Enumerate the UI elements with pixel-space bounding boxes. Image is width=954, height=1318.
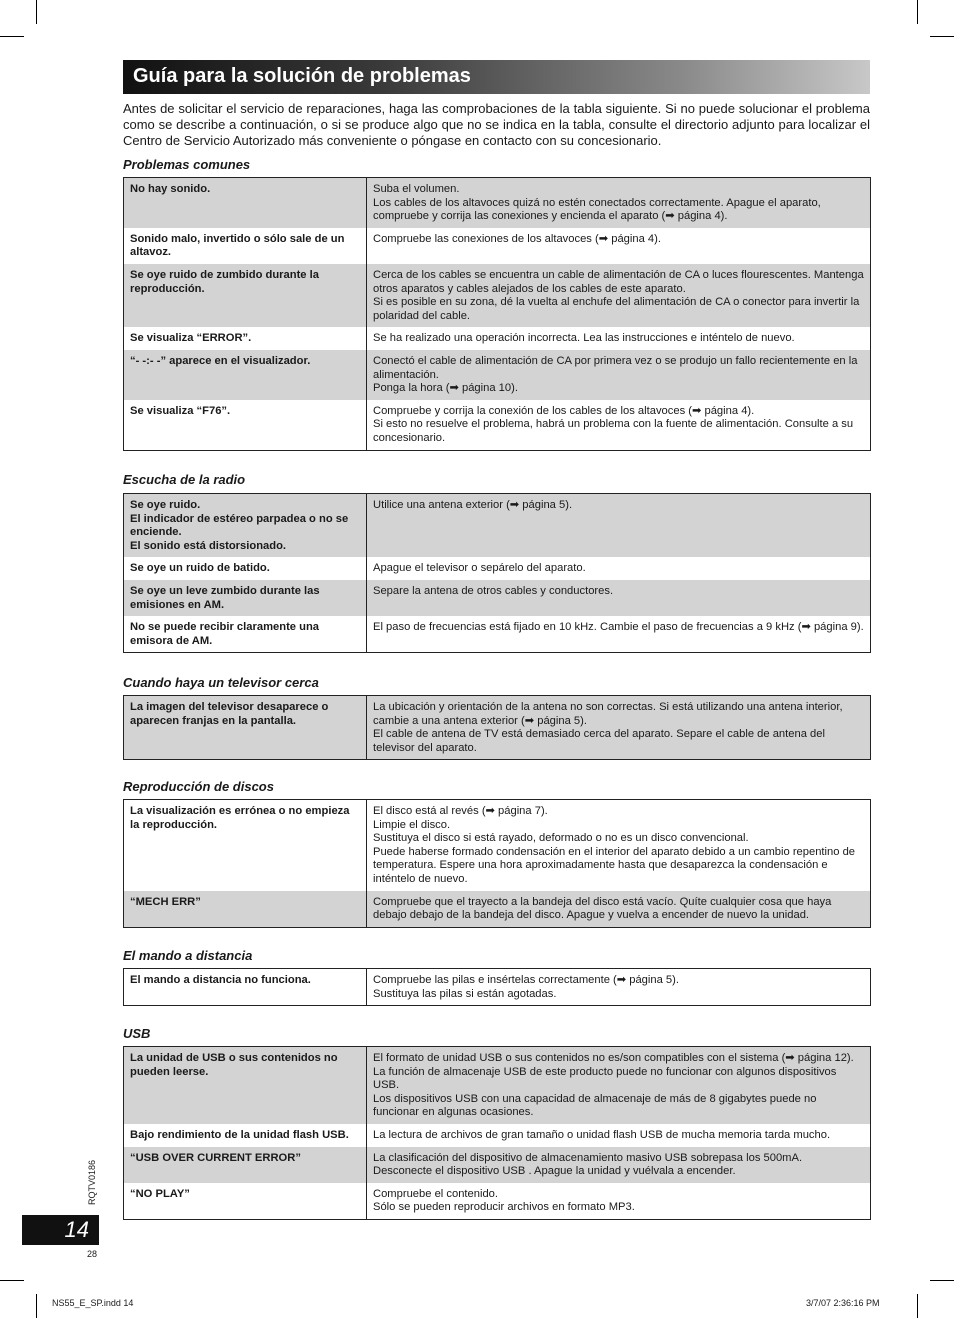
solution-cell	[367, 264, 871, 327]
table-row	[124, 1047, 871, 1124]
solution-cell	[367, 891, 871, 928]
crop-mark	[36, 1294, 37, 1318]
problem-cell	[124, 891, 367, 928]
solution-cell	[367, 1124, 871, 1147]
solution-cell	[367, 178, 871, 228]
footer-filename: NS55_E_SP.indd 14	[52, 1298, 134, 1308]
section-title: El mando a distancia	[123, 948, 253, 963]
problem-text: “USB OVER CURRENT ERROR”	[130, 1151, 301, 1164]
table-row	[124, 264, 871, 327]
document-code: RQTV0186	[87, 1159, 97, 1205]
solution-cell	[367, 327, 871, 350]
footer-timestamp: 3/7/07 2:36:16 PM	[806, 1298, 880, 1308]
troubleshooting-table	[123, 1046, 871, 1220]
solution-text: Separe la antena de otros cables y conductores.	[373, 584, 614, 597]
solution-text: Los dispositivos USB con una capacidad de almacenaje de más de 8 gigabytes puede no funcionar en algunas ocasiones.	[373, 1092, 817, 1119]
table-row	[124, 1147, 871, 1183]
table-row	[124, 350, 871, 400]
solution-text: Sólo se pueden reproducir archivos en formato MP3.	[373, 1201, 635, 1214]
solution-text: Limpie el disco.	[373, 818, 451, 831]
problem-text: Se visualiza “ERROR”.	[130, 332, 252, 345]
solution-cell	[367, 696, 871, 760]
crop-mark	[917, 0, 918, 24]
solution-cell	[367, 228, 871, 264]
solution-text: Sustituya las pilas si están agotadas.	[373, 987, 557, 1000]
table-row	[124, 969, 871, 1006]
problem-cell	[124, 494, 367, 558]
intro-paragraph: Antes de solicitar el servicio de reparaciones, haga las comprobaciones de la tabla siguiente. Si no puede solucionar el problema como se describe a continuación, o si se produce algo que no se indica en la tabla, consulte el directorio adjunto para localizar el Centro de Servicio Autorizado más conveniente o póngase en contacto con su concesionario.	[123, 101, 870, 148]
table-row	[124, 1183, 871, 1220]
problem-cell	[124, 1183, 367, 1220]
solution-text: Suba el volumen.	[373, 183, 460, 195]
table-row	[124, 327, 871, 350]
troubleshooting-table	[123, 177, 871, 451]
solution-text: Si es posible en su zona, dé la vuelta al enchufe del alimentación de CA o conector para invertir la polaridad del cable.	[373, 296, 860, 322]
problem-cell	[124, 969, 367, 1006]
solution-text: Compruebe las conexiones de los altavoces (➡ página 4).	[373, 232, 661, 245]
solution-cell	[367, 616, 871, 653]
solution-text: El disco está al revés (➡ página 7).	[373, 805, 548, 817]
problem-text: “NO PLAY”	[130, 1187, 190, 1200]
problem-cell	[124, 696, 367, 760]
solution-cell	[367, 494, 871, 558]
troubleshooting-table	[123, 695, 871, 760]
problem-text: Se oye ruido.	[130, 499, 201, 511]
table-row	[124, 580, 871, 616]
problem-text: Se oye un leve zumbido durante las emisiones en AM.	[130, 584, 320, 611]
solution-text: Los cables de los altavoces quizá no estén conectados correctamente. Apague el aparato, compruebe y corrija las conexiones y encienda el aparato (➡ página 4).	[373, 196, 821, 223]
solution-text: Si esto no resuelve el problema, habrá un problema con la fuente de alimentación. Consulte a su concesionario.	[373, 418, 854, 444]
section-title: USB	[123, 1026, 151, 1041]
problem-cell	[124, 1047, 367, 1124]
problem-cell	[124, 557, 367, 580]
page-title: Guía para la solución de problemas	[133, 65, 471, 87]
table-row	[124, 616, 871, 653]
table-row	[124, 696, 871, 760]
table-row	[124, 400, 871, 450]
solution-text: Ponga la hora (➡ página 10).	[373, 382, 518, 395]
solution-text: La clasificación del dispositivo de almacenamiento masivo USB sobrepasa los 500mA.	[373, 1151, 803, 1164]
table-row	[124, 891, 871, 928]
solution-text: Cerca de los cables se encuentra un cable de alimentación de CA o luces flourescentes. Mantenga otros aparatos y cables alejados de los cables de este aparato.	[373, 268, 864, 295]
problem-cell	[124, 327, 367, 350]
problem-text: El indicador de estéreo parpadea o no se enciende.	[130, 512, 349, 539]
problem-cell	[124, 580, 367, 616]
problem-cell	[124, 1124, 367, 1147]
table-row	[124, 178, 871, 228]
table-row	[124, 228, 871, 264]
table-row	[124, 800, 871, 891]
troubleshooting-table	[123, 799, 871, 928]
problem-text: Bajo rendimiento de la unidad flash USB.	[130, 1128, 349, 1141]
crop-mark	[0, 1280, 24, 1281]
problem-text: La imagen del televisor desaparece o aparecen franjas en la pantalla.	[130, 701, 329, 727]
small-page-number: 28	[87, 1249, 98, 1259]
table-row	[124, 494, 871, 558]
section-title: Problemas comunes	[123, 157, 251, 172]
solution-text: La función de almacenaje USB de este producto puede no funcionar con algunos dispositivos USB.	[373, 1065, 837, 1092]
solution-text: Compruebe el contenido.	[373, 1187, 499, 1200]
solution-text: La ubicación y orientación de la antena no son correctas. Si está utilizando una antena interior, cambie a una antena exterior (➡ página 5).	[373, 701, 843, 727]
problem-text: No se puede recibir claramente una emisora de AM.	[130, 621, 320, 647]
crop-mark	[917, 1294, 918, 1318]
solution-text: Compruebe que el trayecto a la bandeja del disco está vacío. Quíte cualquier cosa que haya debajo debajo de la bandeja del disco. Apague y vuelva a encender de nuevo la unidad.	[373, 895, 832, 922]
problem-text: El sonido está distorsionado.	[130, 539, 287, 552]
solution-text: El formato de unidad USB o sus contenidos no es/son compatibles con el sistema (➡ página 12).	[373, 1052, 854, 1064]
problem-text: “MECH ERR”	[130, 895, 201, 908]
solution-text: Se ha realizado una operación incorrecta. Lea las instrucciones e inténtelo de nuevo.	[373, 332, 795, 345]
crop-mark	[36, 0, 37, 24]
solution-text: Desconecte el dispositivo USB . Apague la unidad y vuélvala a encender.	[373, 1165, 736, 1178]
problem-cell	[124, 400, 367, 450]
problem-text: La visualización es errónea o no empieza la reproducción.	[130, 805, 350, 831]
problem-cell	[124, 178, 367, 228]
solution-cell	[367, 1183, 871, 1220]
problem-text: La unidad de USB o sus contenidos no pueden leerse.	[130, 1052, 338, 1078]
problem-text: No hay sonido.	[130, 183, 211, 195]
table-row	[124, 557, 871, 580]
problem-cell	[124, 264, 367, 327]
solution-cell	[367, 1147, 871, 1183]
problem-text: “- -:- -” aparece en el visualizador.	[130, 354, 311, 367]
section-title: Escucha de la radio	[123, 472, 246, 487]
solution-cell	[367, 580, 871, 616]
problem-cell	[124, 1147, 367, 1183]
solution-cell	[367, 400, 871, 450]
solution-cell	[367, 557, 871, 580]
troubleshooting-table	[123, 968, 871, 1006]
solution-cell	[367, 1047, 871, 1124]
problem-cell	[124, 616, 367, 653]
section-title: Reproducción de discos	[123, 779, 274, 794]
solution-text: El cable de antena de TV está demasiado cerca del aparato. Separe el cable de antena del televisor del aparato.	[373, 728, 825, 754]
problem-text: Se oye ruido de zumbido durante la reproducción.	[130, 268, 319, 295]
crop-mark	[930, 1280, 954, 1281]
problem-text: Sonido malo, invertido o sólo sale de un altavoz.	[130, 232, 345, 259]
solution-text: El paso de frecuencias está fijado en 10 kHz. Cambie el paso de frecuencias a 9 kHz (➡ página 9).	[373, 621, 864, 634]
page-number-box	[22, 1215, 99, 1245]
section-title: Cuando haya un televisor cerca	[123, 675, 319, 690]
solution-text: Sustituya el disco si está rayado, deformado o no es un disco convencional.	[373, 832, 749, 845]
problem-text: Se visualiza “F76”.	[130, 404, 231, 417]
page-number: 14	[64, 1217, 89, 1242]
solution-cell	[367, 800, 871, 891]
solution-text: Puede haberse formado condensación en el interior del aparato debido a un cambio repentino de temperatura. Espere una hora aproximadamente hasta que desaparezca la condensación e inténtelo de nuevo.	[373, 845, 856, 885]
crop-mark	[0, 36, 24, 37]
problem-cell	[124, 800, 367, 891]
solution-text: La lectura de archivos de gran tamaño o unidad flash USB de mucha memoria tarda mucho.	[373, 1128, 831, 1141]
title-bar	[123, 60, 870, 94]
problem-cell	[124, 350, 367, 400]
solution-cell	[367, 969, 871, 1006]
crop-mark	[930, 36, 954, 37]
solution-text: Utilice una antena exterior (➡ página 5).	[373, 499, 573, 511]
solution-text: Apague el televisor o sepárelo del aparato.	[373, 562, 586, 575]
solution-cell	[367, 350, 871, 400]
problem-text: El mando a distancia no funciona.	[130, 974, 311, 986]
problem-text: Se oye un ruido de batido.	[130, 562, 270, 575]
solution-text: Conectó el cable de alimentación de CA por primera vez o se produjo un fallo recientemente en la alimentación.	[373, 354, 858, 381]
troubleshooting-table	[123, 493, 871, 653]
solution-text: Compruebe las pilas e insértelas correctamente (➡ página 5).	[373, 974, 679, 986]
table-row	[124, 1124, 871, 1147]
solution-text: Compruebe y corrija la conexión de los cables de los altavoces (➡ página 4).	[373, 404, 755, 417]
problem-cell	[124, 228, 367, 264]
